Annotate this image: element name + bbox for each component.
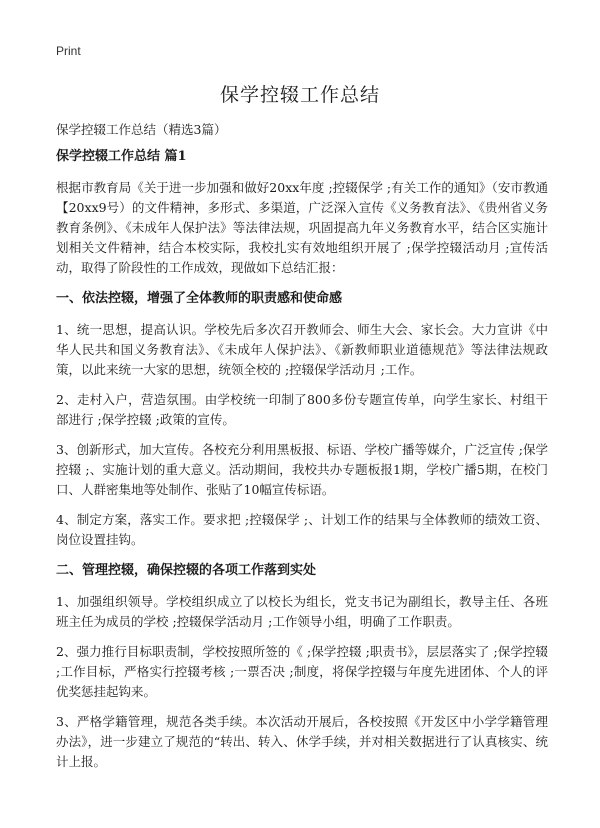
section2-paragraph: 2、强力推行目标职责制，学校按照所签的《 ;保学控辍 ;职责书》，层层落实了 ;保学控辍 ;工作目标，严格实行控辍考核 ;一票否决 ;制度，将保学控辍与年度先进团体、个人的评优奖惩挂起钩来。	[56, 644, 548, 699]
article-heading: 保学控辍工作总结 篇1	[56, 149, 187, 164]
section1-paragraph: 1、统一思想，提高认识。学校先后多次召开教师会、师生大会、家长会。大力宣讲《中华人民共和国义务教育法》、《未成年人保护法》、《新教师职业道德规范》等法律法规政策，以此来统一大家的思想，统领全校的 ;控辍保学活动月 ;工作。	[56, 322, 548, 377]
section-heading-1: 一、依法控辍，增强了全体教师的职责感和使命感	[56, 291, 343, 306]
section1-paragraph: 2、走村入户，营造氛围。由学校统一印制了800多份专题宣传单，向学生家长、村组干部进行 ;保学控辍 ;政策的宣传。	[56, 392, 548, 427]
page-title: 保学控辍工作总结	[219, 84, 380, 106]
document-subtitle: 保学控辍工作总结（精选3篇）	[56, 122, 227, 137]
print-label[interactable]: Print	[56, 44, 81, 58]
section2-paragraph: 3、严格学籍管理，规范各类手续。本次活动开展后，各校按照《开发区中小学学籍管理办法》，进一步建立了规范的“转出、转入、休学手续，并对相关数据进行了认真核实、统计上报。	[56, 714, 548, 769]
section1-paragraph: 3、创新形式，加大宣传。各校充分利用黑板报、标语、学校广播等媒介，广泛宣传 ;保学控辍 ;、实施计划的重大意义。活动期间，我校共办专题板报1期，学校广播5期，在校门口、人群密集地等处制作、张贴了10幅宣传标语。	[56, 442, 548, 497]
section-heading-2: 二、管理控辍，确保控辍的各项工作落到实处	[56, 563, 317, 578]
document-body	[56, 148, 548, 782]
intro-paragraph: 根据市教育局《关于进一步加强和做好20xx年度 ;控辍保学 ;有关工作的通知》（安市教通【20xx9号）的文件精神，多形式、多渠道，广泛深入宣传《义务教育法》、《贵州省义务教育条例》、《未成年人保护法》等法律法规，巩固提高九年义务教育水平，结合区实施计划相关文件精神，结合本校实际，我校扎实有效地组织开展了 ;保学控辍活动月 ;宣传活动，取得了阶段性的工作成效，现做如下总结汇报：	[56, 180, 548, 275]
section2-paragraph: 1、加强组织领导。学校组织成立了以校长为组长，党支书记为副组长，教导主任、各班班主任为成员的学校 ;控辍保学活动月 ;工作领导小组，明确了工作职责。	[56, 594, 548, 629]
section1-paragraph: 4、制定方案，落实工作。要求把 ;控辍保学 ;、计划工作的结果与全体教师的绩效工资、岗位设置挂钩。	[56, 512, 548, 547]
